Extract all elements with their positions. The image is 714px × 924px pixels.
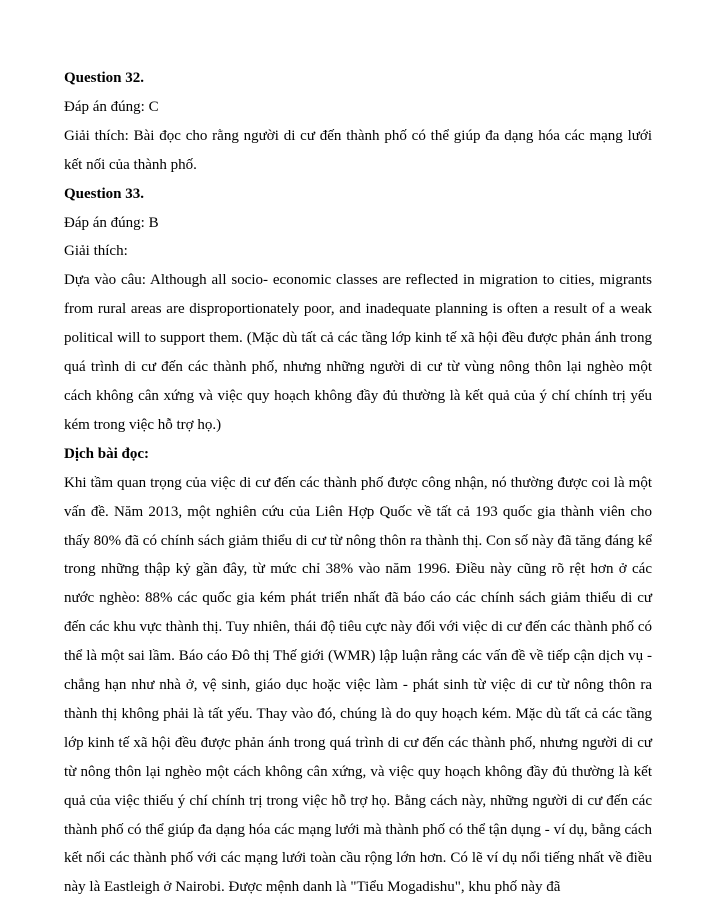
answer-33-line: Đáp án đúng: B: [64, 214, 159, 231]
question-32-heading: Question 32.: [64, 70, 145, 86]
question-33-heading: Question 33.: [64, 185, 145, 202]
explanation-33-label: Giải thích:: [64, 243, 128, 260]
translation-heading: Dịch bài đọc:: [64, 445, 150, 462]
explanation-33-paragraph: Dựa vào câu: Although all socio- economic classes are reflected in migration to cities, migrants from rural areas are disproportionately poor, and inadequate planning is often a result of a weak political will to support them. (Mặc dù tất cả các tầng lớp kinh tế xã hội đều được phản ánh trong quá trình di cư đến các thành phố, nhưng những người di cư từ vùng nông thôn lại nghèo một cách không cân xứng và việc quy hoạch không đầy đủ thường là kết quả của ý chí chính trị yếu kém trong việc hỗ trợ họ.): [64, 272, 652, 433]
explanation-32-paragraph: Giải thích: Bài đọc cho rằng người di cư đến thành phố có thể giúp đa dạng hóa các mạng lưới kết nối của thành phố.: [64, 127, 652, 173]
translation-paragraph: Khi tầm quan trọng của việc di cư đến các thành phố được công nhận, nó thường được coi là một vấn đề. Năm 2013, một nghiên cứu của Liên Hợp Quốc về tất cả 193 quốc gia thành viên cho thấy 80% đã có chính sách giảm thiểu di cư từ nông thôn ra thành thị. Con số này đã tăng đáng kể trong những thập kỷ gần đây, từ mức chỉ 38% vào năm 1996. Điều này cũng rõ rệt hơn ở các nước nghèo: 88% các quốc gia kém phát triển nhất đã báo cáo các chính sách giảm thiểu di cư đến các khu vực thành thị. Tuy nhiên, thái độ tiêu cực này đối với việc di cư đến các thành phố có thể là một sai lầm. Báo cáo Đô thị Thế giới (WMR) lập luận rằng các vấn đề về tiếp cận dịch vụ - chẳng hạn như nhà ở, vệ sinh, giáo dục hoặc việc làm - phát sinh từ việc di cư từ nông thôn ra thành thị không phải là tất yếu. Thay vào đó, chúng là do quy hoạch kém. Mặc dù tất cả các tầng lớp kinh tế xã hội đều được phản ánh trong quá trình di cư đến các thành phố, nhưng người di cư từ nông thôn lại nghèo một cách không cân xứng, và việc quy hoạch không đầy đủ thường là kết quả của việc thiếu ý chí chính trị trong việc hỗ trợ họ. Bằng cách này, những người di cư đến các thành phố có thể giúp đa dạng hóa các mạng lưới mà thành phố có thể tận dụng - ví dụ, bằng cách kết nối các thành phố với các mạng lưới toàn cầu rộng lớn hơn. Có lẽ ví dụ nổi tiếng nhất về điều này là Eastleigh ở Nairobi. Được mệnh danh là "Tiểu Mogadishu", khu phố này đã: [64, 474, 652, 896]
answer-32-line: Đáp án đúng: C: [64, 98, 159, 115]
